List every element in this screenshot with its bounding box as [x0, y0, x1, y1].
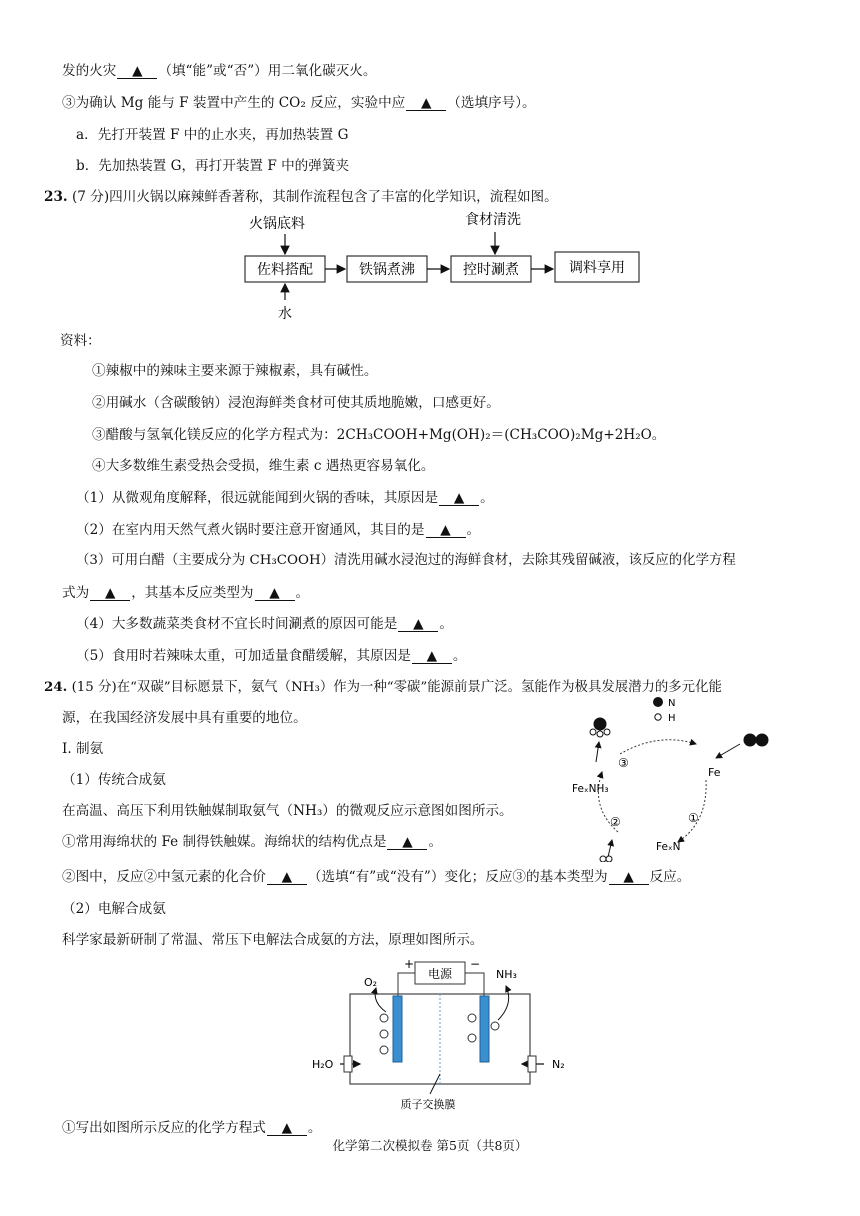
plus-sign: +: [404, 957, 415, 971]
text: ①常用海绵状的 Fe 制得铁触媒。海绵状的结构优点是: [62, 834, 387, 850]
sub-question-5: [76, 647, 467, 665]
sub-question-2: [76, 521, 480, 539]
answer-blank[interactable]: ▲: [267, 1121, 307, 1136]
anode-electrode: [393, 996, 402, 1062]
text: （1）从微观角度解释，很远就能闻到火锅的香味，其原因是: [76, 490, 439, 506]
material-4: ④大多数维生素受热会受损，维生素 c 遇热更容易氧化。: [92, 458, 435, 474]
answer-blank[interactable]: ▲: [398, 617, 438, 632]
text: ③为确认 Mg 能与 F 装置中产生的 CO₂ 反应，实验中应: [62, 95, 406, 111]
flow-box-1-label: 佐料搭配: [257, 262, 313, 278]
question-text: (15 分)在“双碳”目标愿景下，氨气（NH₃）作为一种“零碳”能源前景广泛。氢能作为极具发展潜力的多元化能: [71, 680, 722, 695]
option-a: a．先打开装置 F 中的止水夹，再加热装置 G: [76, 127, 349, 143]
paragraph: 在高温、高压下利用铁触媒制取氨气（NH₃）的微观反应示意图如图所示。: [62, 803, 513, 819]
answer-blank[interactable]: ▲: [412, 649, 452, 664]
hotpot-flow-diagram: [235, 208, 645, 326]
text: ，其基本反应类型为: [131, 585, 254, 601]
text: ①写出如图所示反应的化学方程式: [62, 1120, 266, 1136]
text: （选填序号）。: [447, 95, 536, 111]
text: ②图中，反应②中氢元素的化合价: [62, 869, 266, 885]
text-line: [62, 62, 377, 80]
h2o-label: H₂O: [312, 1058, 334, 1071]
fe-label: Fe: [708, 766, 721, 779]
text: 。: [466, 522, 481, 538]
question-text: (7 分)四川火锅以麻辣鲜香著称，其制作流程包含了丰富的化学知识，流程如图。: [71, 189, 558, 205]
text: （填“能”或“否”）用二氧化碳灭火。: [158, 63, 377, 79]
answer-blank[interactable]: ▲: [267, 870, 307, 885]
materials-heading: 资料：: [60, 333, 101, 349]
sub-question-3-cont: [62, 584, 309, 602]
sub-question-4: [76, 615, 453, 633]
question-number: 24.: [44, 679, 68, 695]
h2-molecule-icon: [600, 856, 606, 862]
text: 。: [307, 1120, 322, 1136]
text: （2）在室内用天然气煮火锅时要注意开窗通风，其目的是: [76, 522, 425, 538]
flow-top-label-2: 食材清洗: [465, 212, 521, 228]
flow-bottom-label: 水: [278, 306, 292, 322]
option-b: b．先加热装置 G，再打开装置 F 中的弹簧夹: [76, 158, 350, 174]
sub-question: [62, 1119, 322, 1137]
n2-molecule-icon: [744, 734, 757, 747]
flow-box-2-label: 铁锅煮沸: [359, 262, 415, 278]
answer-blank[interactable]: ▲: [387, 835, 427, 850]
n2-label: N₂: [552, 1058, 565, 1071]
material-3: ③醋酸与氢氧化镁反应的化学方程式为：2CH₃COOH+Mg(OH)₂＝(CH₃COO)₂Mg+2H₂O。: [92, 427, 666, 443]
sub-question-1: [76, 489, 494, 507]
question-24-cont: 源，在我国经济发展中具有重要的地位。: [62, 710, 307, 726]
text: 。: [295, 585, 310, 601]
nh3-label: NH₃: [496, 968, 517, 981]
page-footer: 化学第二次模拟卷 第5页（共8页）: [332, 1138, 528, 1153]
fexn-label: FeₓN: [656, 841, 681, 853]
legend-n: N: [668, 698, 676, 709]
hydrogen-legend-icon: [655, 714, 661, 720]
sub-heading-2: （2）电解合成氨: [62, 901, 166, 917]
flow-box-4-label: 调料享用: [569, 260, 625, 276]
electrolysis-cell-diagram: [300, 956, 580, 1116]
flow-box-3-label: 控时涮煮: [463, 262, 519, 278]
flow-top-label-1: 火锅底料: [249, 216, 305, 232]
text: （4）大多数蔬菜类食材不宜长时间涮煮的原因可能是: [76, 616, 398, 632]
membrane-label: 质子交换膜: [400, 1098, 456, 1111]
text: 反应。: [649, 869, 691, 885]
text: 。: [480, 490, 494, 506]
nh3-molecule-icon: [594, 718, 607, 731]
answer-blank[interactable]: ▲: [439, 491, 479, 506]
answer-blank[interactable]: ▲: [609, 870, 649, 885]
minus-sign: −: [470, 957, 481, 971]
section-heading: I. 制氨: [62, 741, 104, 757]
text: 。: [452, 648, 467, 664]
text: （5）食用时若辣味太重，可加适量食醋缓解，其原因是: [76, 648, 411, 664]
answer-blank[interactable]: ▲: [406, 96, 446, 111]
sub-question: [62, 833, 442, 851]
nitrogen-legend-icon: [653, 697, 663, 707]
ammonia-cycle-diagram: [568, 692, 778, 862]
step-2-label: ②: [610, 815, 621, 829]
sub-question-3: （3）可用白醋（主要成分为 CH₃COOH）清洗用碱水浸泡过的海鲜食材，去除其残留碱液，该反应的化学方程: [76, 553, 736, 568]
cathode-electrode: [480, 996, 489, 1062]
sub-question: [62, 868, 690, 886]
legend-h: H: [668, 713, 676, 724]
paragraph: 科学家最新研制了常温、常压下电解法合成氨的方法，原理如图所示。: [62, 932, 484, 948]
material-2: ②用碱水（含碳酸钠）浸泡海鲜类食材可使其质地脆嫩，口感更好。: [92, 395, 500, 411]
text: 。: [428, 834, 443, 850]
answer-blank[interactable]: ▲: [90, 586, 130, 601]
step-1-label: ①: [688, 811, 699, 825]
o2-label: O₂: [364, 976, 378, 989]
step-3-label: ③: [618, 756, 629, 770]
question-number: 23.: [44, 189, 68, 205]
text: 发的火灾: [62, 63, 117, 79]
material-1: ①辣椒中的辣味主要来源于辣椒素，具有碱性。: [92, 363, 378, 379]
text-line: [62, 94, 536, 112]
answer-blank[interactable]: ▲: [255, 586, 295, 601]
text: 。: [439, 616, 453, 632]
power-label: 电源: [427, 967, 453, 981]
answer-blank[interactable]: ▲: [117, 64, 157, 79]
fexnh3-label: FeₓNH₃: [572, 783, 609, 795]
question-23: [44, 188, 558, 206]
text: （选填“有”或“没有”）变化；反应③的基本类型为: [307, 869, 608, 885]
answer-blank[interactable]: ▲: [426, 523, 466, 538]
text: 式为: [62, 585, 90, 601]
sub-heading-1: （1）传统合成氨: [62, 772, 166, 788]
